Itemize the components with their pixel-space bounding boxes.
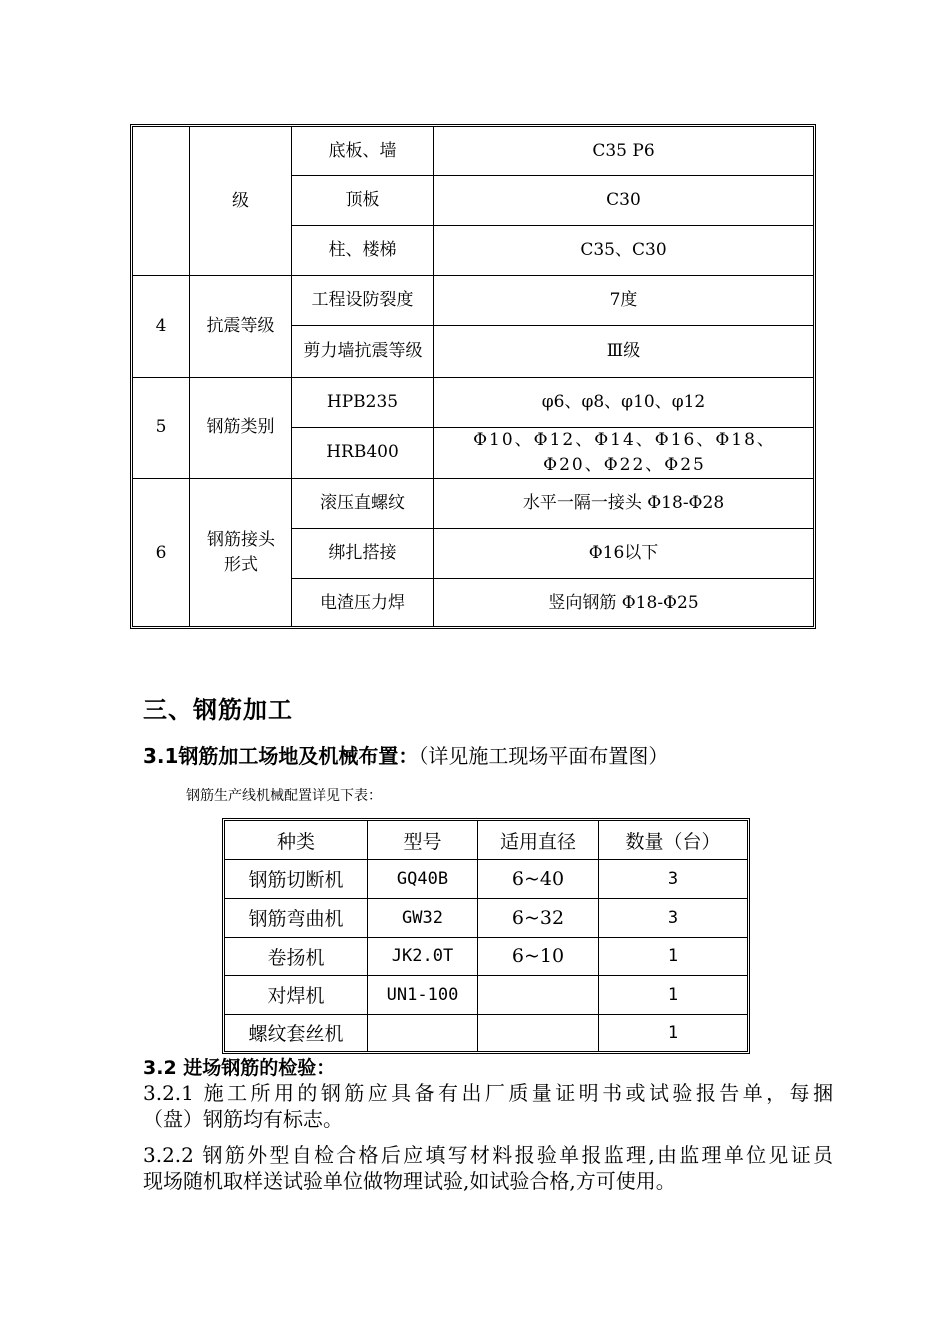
table-caption: 钢筋生产线机械配置详见下表：: [186, 788, 382, 804]
item-cell: 底板、墙: [328, 140, 397, 161]
item-cell: 绑扎搭接: [328, 542, 397, 563]
machine-model: JK2.0T: [391, 946, 454, 966]
machine-name: 钢筋切断机: [248, 869, 344, 891]
paragraph-line: 3.2.2 钢筋外型自检合格后应填写材料报验单报监理,由监理单位见证员: [143, 1143, 833, 1167]
row-no-4: 4: [155, 315, 167, 336]
paragraph-3-2-2: [143, 1142, 833, 1194]
value-cell: C35 P6: [592, 140, 655, 161]
item-cell: 剪力墙抗震等级: [303, 340, 423, 361]
value-cell: Ⅲ级: [606, 340, 641, 361]
item-cell: 柱、楼梯: [328, 239, 397, 260]
machine-quantity: 1: [667, 946, 679, 966]
value-cell: 7度: [609, 289, 638, 310]
item-cell: 电渣压力焊: [320, 592, 405, 613]
paragraph-line: （盘）钢筋均有标志。: [143, 1107, 343, 1131]
machine-model: [368, 1014, 477, 1051]
machine-name: 钢筋弯曲机: [248, 908, 344, 930]
machinery-table: [222, 818, 750, 1054]
value-cell: φ6、φ8、φ10、φ12: [541, 391, 706, 412]
machine-diameter: [478, 1014, 598, 1051]
machine-quantity: 1: [667, 984, 679, 1005]
value-cell: C30: [606, 189, 641, 210]
category-seismic: 抗震等级: [206, 315, 275, 336]
subsection-heading-3-2: 3.2 进场钢筋的检验：: [143, 1057, 336, 1079]
header-diameter: 适用直径: [499, 830, 576, 853]
section-heading: 三、钢筋加工: [143, 696, 293, 724]
value-cell: Φ10、Φ12、Φ14、Φ16、Φ18、Φ20、Φ22、Φ25: [473, 429, 776, 475]
paragraph-3-2-1: [143, 1080, 833, 1132]
category-rebar-type: 钢筋类别: [206, 417, 275, 437]
header-quantity: 数量（台）: [625, 830, 721, 853]
concrete-rebar-spec-table: [130, 124, 816, 629]
paragraph-line: 3.2.1 施工所用的钢筋应具备有出厂质量证明书或试验报告单，每捆: [143, 1081, 833, 1105]
machine-name: 螺纹套丝机: [248, 1023, 344, 1045]
machine-name: 卷扬机: [267, 946, 325, 969]
row-no-6: 6: [155, 542, 167, 563]
value-cell: Φ16以下: [588, 542, 659, 563]
machine-model: GW32: [402, 907, 443, 928]
machine-model: GQ40B: [396, 868, 449, 889]
machine-quantity: 3: [667, 868, 679, 889]
item-cell: HPB235: [326, 391, 399, 412]
item-cell: 顶板: [345, 189, 380, 210]
header-model: 型号: [403, 830, 442, 853]
machine-model: UN1-100: [386, 984, 459, 1005]
item-cell: HRB400: [326, 442, 399, 462]
machine-diameter: 6~40: [511, 867, 565, 890]
item-cell: 滚压直螺纹: [320, 492, 405, 513]
machine-quantity: 1: [667, 1022, 679, 1043]
header-type: 种类: [276, 830, 315, 853]
category-joint-form: 钢筋接头形式: [207, 530, 275, 575]
machine-quantity: 3: [667, 907, 679, 928]
subsection-title: 3.1钢筋加工场地及机械布置：: [143, 744, 419, 768]
value-cell: C35、C30: [580, 239, 667, 260]
row-no-5: 5: [155, 417, 167, 437]
value-cell: 水平一隔一接头 Φ18-Φ28: [522, 492, 725, 513]
paragraph-line: 现场随机取样送试验单位做物理试验,如试验合格,方可使用。: [143, 1169, 676, 1193]
machine-diameter: 6~32: [511, 906, 565, 929]
machine-diameter: 6~10: [511, 945, 565, 967]
value-cell: 竖向钢筋 Φ18-Φ25: [548, 592, 699, 613]
machine-diameter: [478, 975, 598, 1014]
category-grade: 级: [232, 190, 249, 211]
subsection-note: （详见施工现场平面布置图）: [418, 744, 669, 768]
item-cell: 工程设防裂度: [311, 289, 414, 310]
subsection-heading: [143, 740, 668, 769]
machine-name: 对焊机: [267, 985, 325, 1007]
